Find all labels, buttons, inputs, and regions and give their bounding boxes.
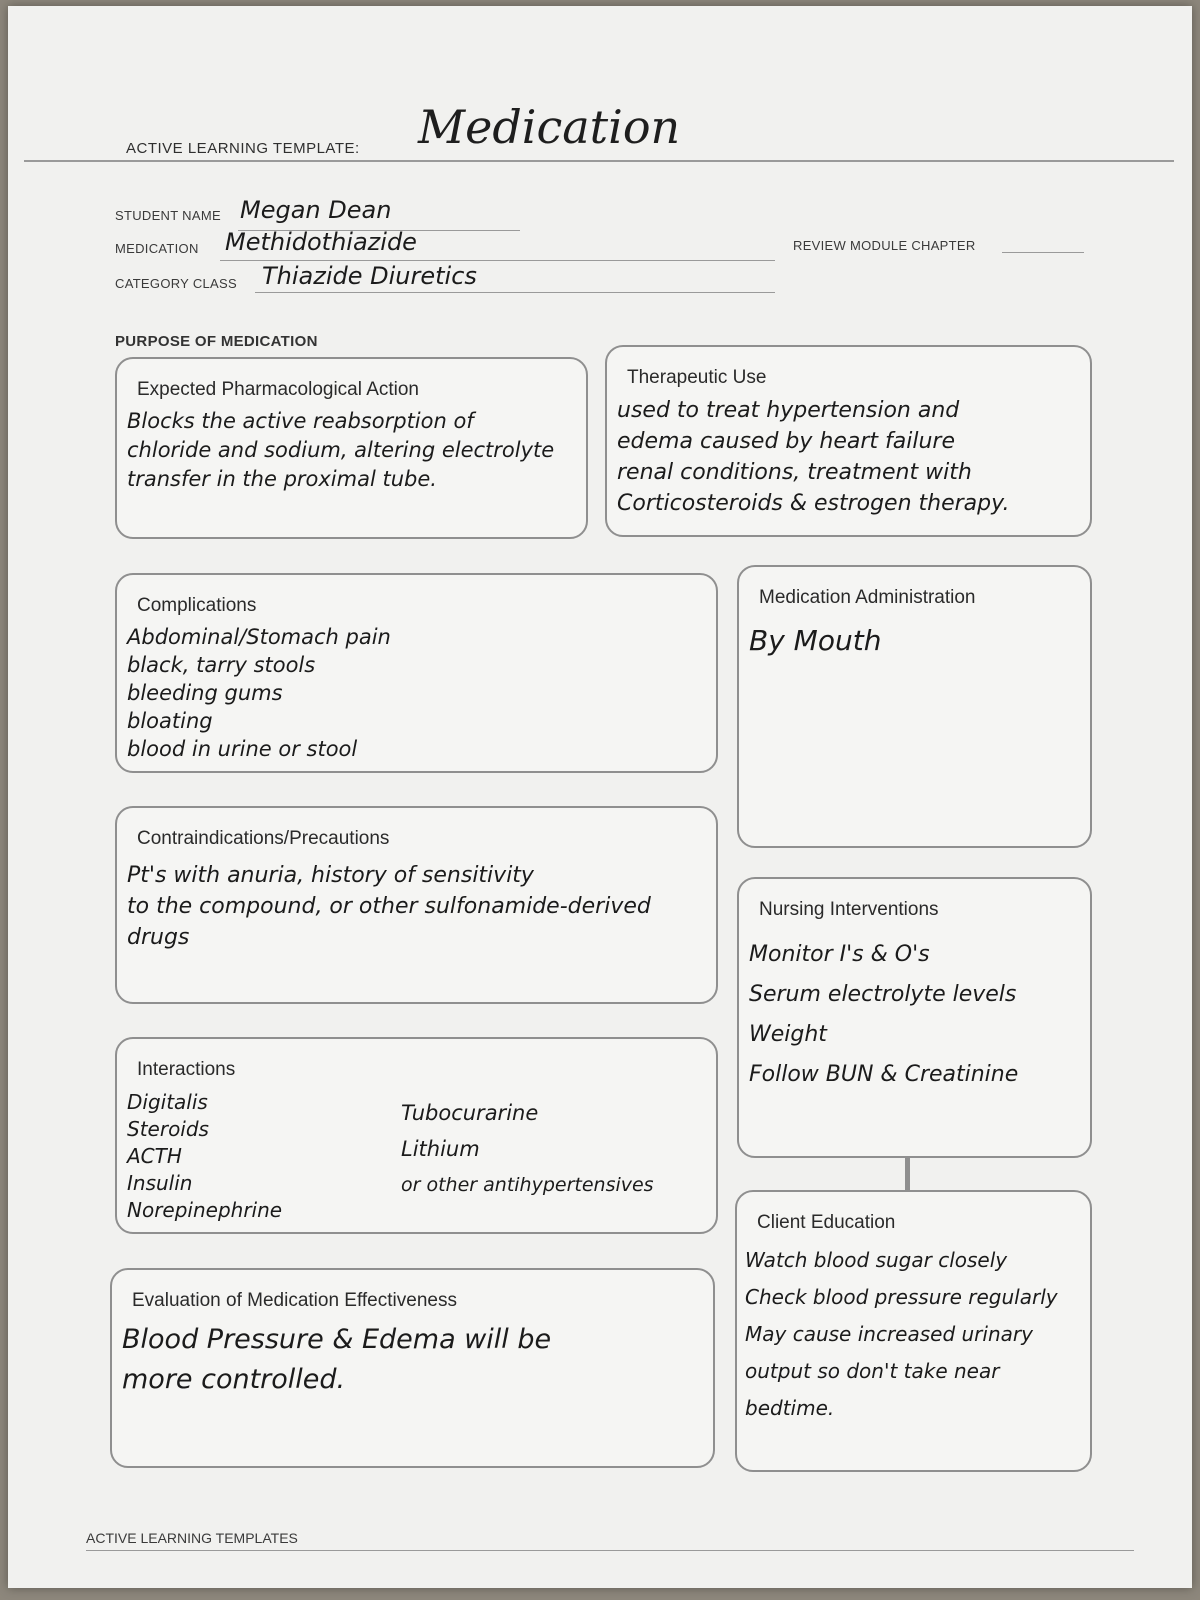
evaluation-title: Evaluation of Medication Effectiveness xyxy=(132,1290,457,1311)
text-line: output so don't take near xyxy=(745,1359,1000,1383)
interaction-item: Lithium xyxy=(401,1137,480,1161)
category-class-value: Thiazide Diuretics xyxy=(262,262,477,290)
text-line: bleeding gums xyxy=(127,681,283,705)
therapeutic-use-box xyxy=(605,345,1092,537)
category-class-label: CATEGORY CLASS xyxy=(115,276,237,291)
header-rule xyxy=(24,160,1174,162)
interactions-right-column xyxy=(401,1095,654,1203)
text-line: bloating xyxy=(127,709,213,733)
text-line: Follow BUN & Creatinine xyxy=(749,1062,1019,1087)
text-line: transfer in the proximal tube. xyxy=(127,467,437,491)
review-module-label: REVIEW MODULE CHAPTER xyxy=(793,238,976,253)
interactions-title: Interactions xyxy=(137,1059,236,1080)
text-line: used to treat hypertension and xyxy=(617,398,960,423)
text-line: By Mouth xyxy=(749,624,882,657)
text-line: Blood Pressure & Edema will be xyxy=(122,1324,552,1355)
text-line: to the compound, or other sulfonamide-derived xyxy=(127,894,651,919)
medication-label: MEDICATION xyxy=(115,241,199,256)
student-name-value: Megan Dean xyxy=(240,196,392,224)
template-label: ACTIVE LEARNING TEMPLATE: xyxy=(126,140,360,157)
expected-action-text xyxy=(127,407,580,494)
interactions-left-column xyxy=(127,1089,282,1224)
interaction-item: Steroids xyxy=(127,1117,209,1141)
expected-action-title: Expected Pharmacological Action xyxy=(137,379,419,400)
nursing-client-connector xyxy=(905,1158,910,1192)
text-line: black, tarry stools xyxy=(127,653,316,677)
medication-administration-text xyxy=(749,623,1084,659)
contraindications-title: Contraindications/Precautions xyxy=(137,828,390,849)
text-line: edema caused by heart failure xyxy=(617,429,955,454)
evaluation-box xyxy=(110,1268,715,1468)
medication-administration-box xyxy=(737,565,1092,848)
nursing-interventions-title: Nursing Interventions xyxy=(759,899,939,920)
nursing-interventions-box xyxy=(737,877,1092,1158)
text-line: Pt's with anuria, history of sensitivity xyxy=(127,863,534,888)
therapeutic-use-text xyxy=(617,395,1084,519)
text-line: more controlled. xyxy=(122,1364,346,1395)
expected-action-box xyxy=(115,357,588,539)
client-education-title: Client Education xyxy=(757,1212,896,1233)
text-line: Check blood pressure regularly xyxy=(745,1285,1058,1309)
text-line: renal conditions, treatment with xyxy=(617,460,972,485)
complications-box xyxy=(115,573,718,773)
text-line: Serum electrolyte levels xyxy=(749,982,1017,1007)
student-name-label: STUDENT NAME xyxy=(115,208,221,223)
text-line: May cause increased urinary xyxy=(745,1322,1033,1346)
purpose-title: PURPOSE OF MEDICATION xyxy=(115,333,318,350)
text-line: blood in urine or stool xyxy=(127,737,358,761)
nursing-interventions-text xyxy=(749,935,1084,1095)
therapeutic-use-title: Therapeutic Use xyxy=(627,367,767,388)
text-line: Abdominal/Stomach pain xyxy=(127,625,391,649)
text-line: Corticosteroids & estrogen therapy. xyxy=(617,491,1010,516)
medication-administration-title: Medication Administration xyxy=(759,587,976,608)
text-line: Blocks the active reabsorption of xyxy=(127,409,474,433)
interaction-item: Tubocurarine xyxy=(401,1101,539,1125)
medication-line xyxy=(220,260,775,261)
evaluation-text xyxy=(122,1320,707,1400)
text-line: chloride and sodium, altering electrolyte xyxy=(127,438,555,462)
text-line: Watch blood sugar closely xyxy=(745,1248,1008,1272)
page-title: Medication xyxy=(418,100,681,154)
interaction-item: Digitalis xyxy=(127,1090,208,1114)
interactions-box xyxy=(115,1037,718,1234)
complications-text xyxy=(127,623,710,763)
medication-value: Methidothiazide xyxy=(225,228,417,256)
footer-rule xyxy=(86,1550,1134,1551)
review-module-line xyxy=(1002,252,1084,253)
interaction-item: Norepinephrine xyxy=(127,1198,283,1222)
interaction-item: or other antihypertensives xyxy=(401,1174,654,1196)
contraindications-text xyxy=(127,860,710,953)
text-line: Weight xyxy=(749,1022,827,1047)
client-education-box xyxy=(735,1190,1092,1472)
text-line: Monitor I's & O's xyxy=(749,942,930,967)
category-class-line xyxy=(255,292,775,293)
client-education-text xyxy=(745,1242,1084,1427)
text-line: drugs xyxy=(127,925,190,950)
interaction-item: ACTH xyxy=(127,1144,182,1168)
contraindications-box xyxy=(115,806,718,1004)
text-line: bedtime. xyxy=(745,1396,835,1420)
footer-label: ACTIVE LEARNING TEMPLATES xyxy=(86,1530,298,1546)
interaction-item: Insulin xyxy=(127,1171,193,1195)
complications-title: Complications xyxy=(137,595,257,616)
